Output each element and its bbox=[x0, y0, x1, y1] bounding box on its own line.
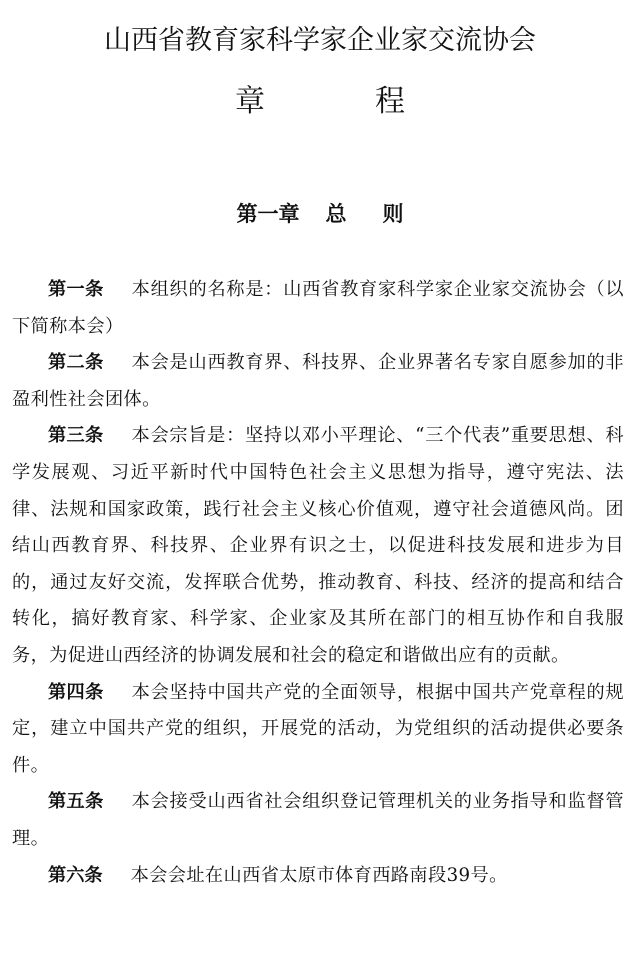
article-3 bbox=[12, 418, 624, 674]
article-number: 第三条 bbox=[48, 425, 104, 447]
chapter-number: 第一章 bbox=[236, 202, 300, 226]
article-number: 第一条 bbox=[48, 279, 104, 300]
article-text: 本会宗旨是：坚持以邓小平理论、“三个代表”重要思想、科学发展观、习近平新时代中国特色社会主义思想为指导，遵守宪法、法律、法规和国家政策，践行社会主义核心价值观，遵守社会道德风尚。团结山西教育界、科技界、企业界有识之士，以促进科技发展和进步为目的，通过友好交流，发挥联合优势，推动教育、科技、经济的提高和结合转化，搞好教育家、科学家、企业家及其所在部门的相互协作和自我服务，为促进山西经济的协调发展和社会的稳定和谐做出应有的贡献。 bbox=[12, 425, 624, 666]
chapter-name-part-2: 则 bbox=[382, 202, 404, 226]
article-list bbox=[12, 272, 624, 894]
article-number: 第六条 bbox=[48, 864, 103, 886]
document-title: 山西省教育家科学家企业家交流协会 bbox=[104, 25, 536, 56]
article-text: 本会是山西教育界、科技界、企业界著名专家自愿参加的非盈利性社会团体。 bbox=[12, 352, 624, 410]
article-text: 本会会址在山西省太原市体育西路南段39号。 bbox=[130, 864, 508, 886]
article-6 bbox=[12, 858, 624, 895]
chapter-heading bbox=[0, 200, 640, 228]
article-number: 第五条 bbox=[48, 791, 104, 813]
article-4 bbox=[12, 675, 624, 785]
article-text: 本会坚持中国共产党的全面领导，根据中国共产党章程的规定，建立中国共产党的组织，开展党的活动，为党组织的活动提供必要条件。 bbox=[12, 681, 624, 776]
article-number: 第二条 bbox=[48, 352, 104, 374]
article-text: 本会接受山西省社会组织登记管理机关的业务指导和监督管理。 bbox=[12, 791, 624, 849]
article-text: 本组织的名称是：山西省教育家科学家企业家交流协会（以下简称本会） bbox=[12, 279, 624, 337]
chapter-name-part-1: 总 bbox=[325, 202, 347, 226]
article-number: 第四条 bbox=[48, 681, 104, 703]
article-1 bbox=[12, 272, 624, 345]
article-2 bbox=[12, 345, 624, 418]
article-5 bbox=[12, 784, 624, 857]
document-subtitle: 章程 bbox=[235, 84, 515, 119]
